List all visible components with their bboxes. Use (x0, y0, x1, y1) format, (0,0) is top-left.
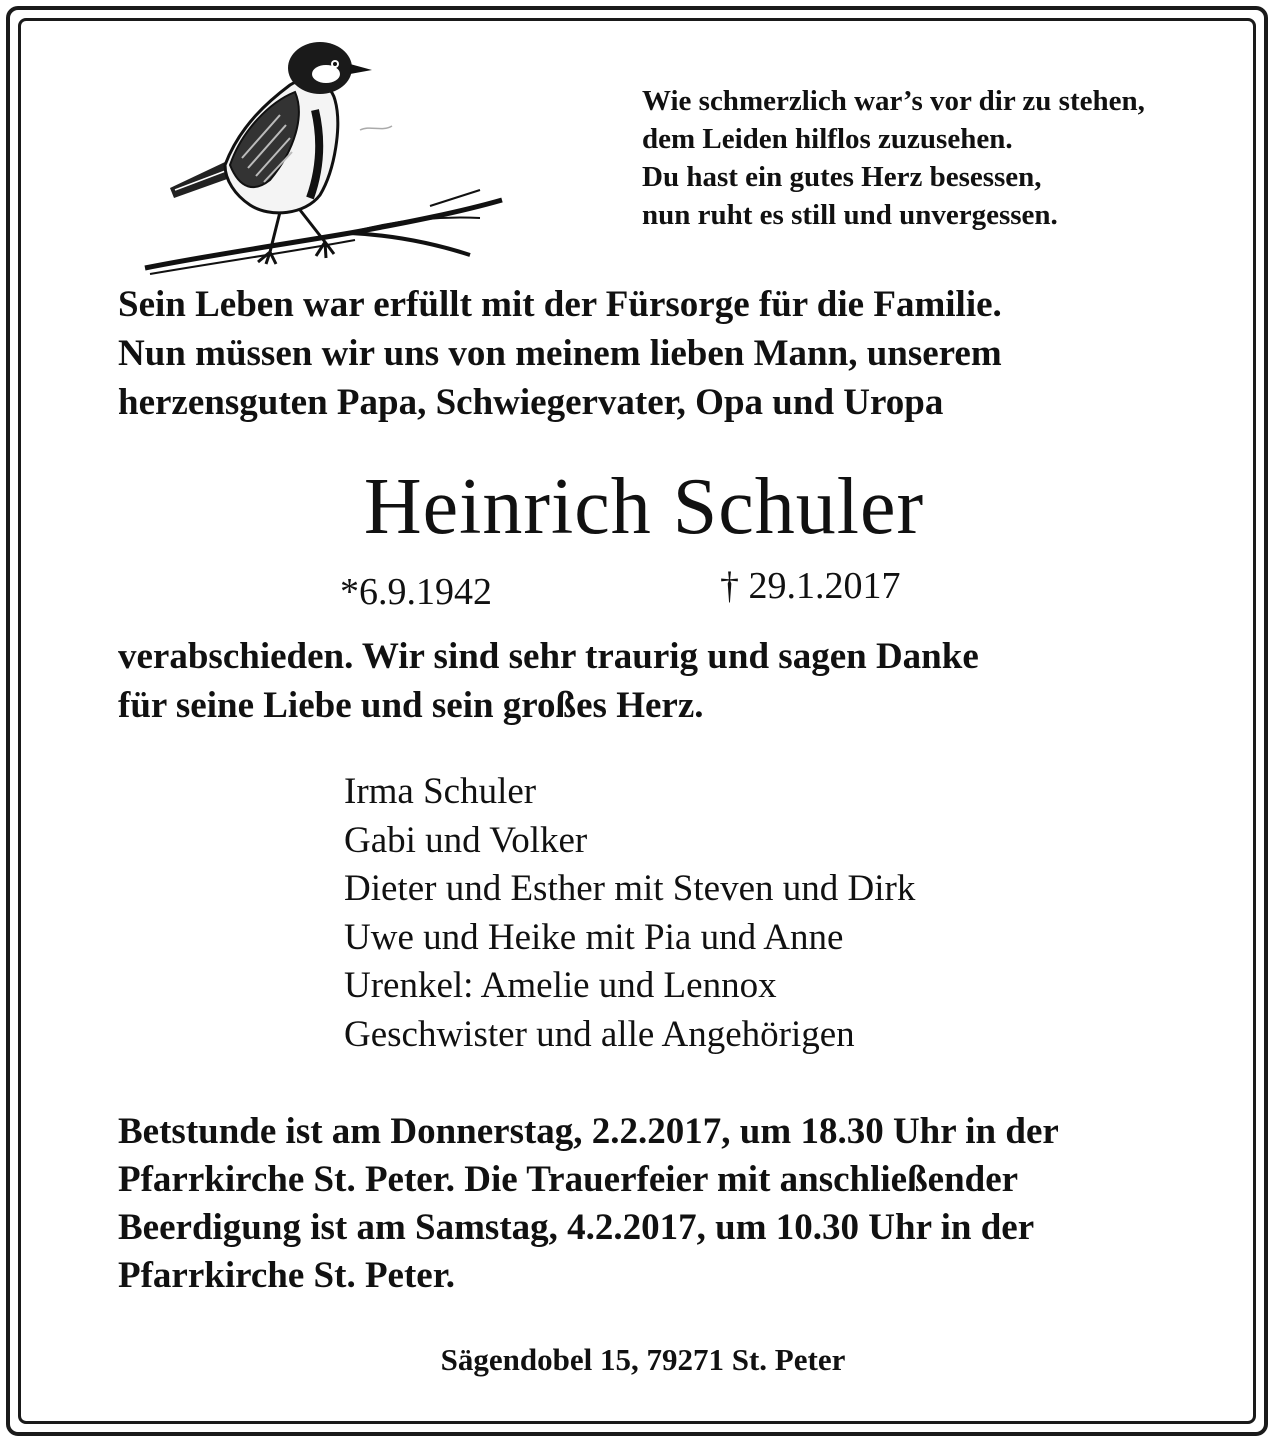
poem-line: dem Leiden hilflos zuzusehen. (642, 123, 1013, 155)
farewell-line: verabschieden. Wir sind sehr traurig und sagen Danke (118, 636, 979, 677)
poem-line: Du hast ein gutes Herz besessen, (642, 161, 1042, 193)
intro-text (118, 280, 1218, 427)
intro-line: herzensguten Papa, Schwiegervater, Opa und Uropa (118, 382, 944, 423)
birth-date: *6.9.1942 (340, 571, 492, 613)
service-info (118, 1108, 1238, 1300)
poem-line: nun ruht es still und unvergessen. (642, 199, 1058, 231)
farewell-text (118, 632, 1218, 730)
farewell-line: für seine Liebe und sein großes Herz. (118, 685, 704, 726)
mourner-item: Urenkel: Amelie und Lennox (344, 965, 777, 1006)
mourner-item: Gabi und Volker (344, 819, 588, 861)
address: Sägendobel 15, 79271 St. Peter (440, 1342, 846, 1377)
mourner-item: Geschwister und alle Angehörigen (344, 1013, 855, 1055)
poem-line: Wie schmerzlich war’s vor dir zu stehen, (642, 85, 1145, 117)
poem (642, 82, 1242, 234)
mourner-item: Uwe und Heike mit Pia und Anne (344, 916, 844, 958)
intro-line: Nun müssen wir uns von meinem lieben Mann, unserem (118, 333, 1002, 374)
intro-line: Sein Leben war erfüllt mit der Fürsorge für die Familie. (118, 284, 1002, 325)
service-line: Betstunde ist am Donnerstag, 2.2.2017, um 18.30 Uhr in der (118, 1111, 1059, 1152)
service-line: Beerdigung ist am Samstag, 4.2.2017, um 10.30 Uhr in der (118, 1207, 1035, 1248)
bird-on-branch-icon (130, 30, 510, 280)
mourners-list (344, 768, 1204, 1059)
mourner-item: Irma Schuler (344, 771, 537, 812)
service-line: Pfarrkirche St. Peter. (118, 1255, 455, 1296)
death-date: † 29.1.2017 (720, 565, 901, 607)
service-line: Pfarrkirche St. Peter. Die Trauerfeier mit anschließender (118, 1159, 1019, 1200)
deceased-name: Heinrich Schuler (363, 463, 925, 551)
mourner-item: Dieter und Esther mit Steven und Dirk (344, 868, 916, 909)
